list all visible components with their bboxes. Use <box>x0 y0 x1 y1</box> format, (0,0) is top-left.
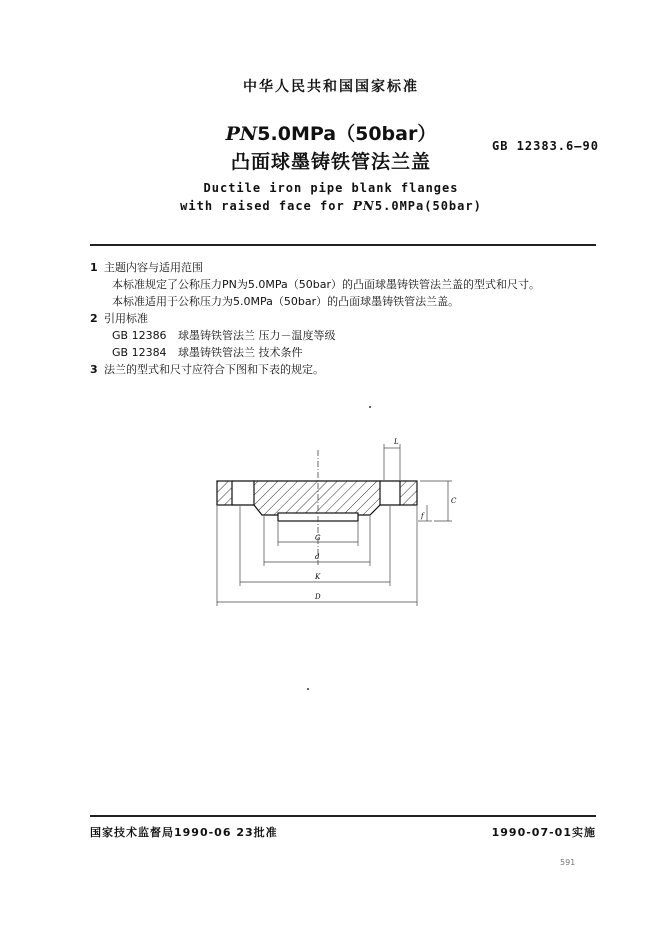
dim-D-label: D <box>315 593 321 601</box>
section-1-line-1: 本标准规定了公称压力PN为5.0MPa（50bar）的凸面球墨铸铁管法兰盖的型式和尺寸。 <box>112 278 540 291</box>
title-english-line-2 <box>0 199 662 213</box>
top-rule <box>90 244 596 246</box>
bottom-rule <box>90 815 596 817</box>
title-english-pn: PN <box>352 199 375 213</box>
reference-2-title: 球墨铸铁管法兰 技术条件 <box>178 346 303 359</box>
blank-flange-drawing <box>200 430 460 620</box>
flange-right-rim-section <box>400 481 417 505</box>
dim-f-label: f <box>421 512 424 520</box>
scan-speck <box>369 406 371 408</box>
section-3-number: 3 <box>90 363 98 376</box>
title-english-line-1: Ductile iron pipe blank flanges <box>203 181 459 195</box>
flange-left-rim-section <box>217 481 232 505</box>
reference-1-code: GB 12386 <box>112 329 167 342</box>
approval-date: 国家技术监督局1990-06 23批准 <box>90 826 278 839</box>
dim-G-label: G <box>315 534 321 542</box>
section-1-line-2: 本标准适用于公称压力为5.0MPa（50bar）的凸面球墨铸铁管法兰盖。 <box>112 295 460 308</box>
title-pressure: 5.0MPa（50bar） <box>257 123 437 145</box>
flange-body-section <box>254 481 380 515</box>
dim-d-label: d <box>315 553 320 561</box>
section-3-heading: 法兰的型式和尺寸应符合下图和下表的规定。 <box>104 363 324 376</box>
title-english-suffix: 5.0MPa(50bar) <box>374 199 482 213</box>
dim-K-label: K <box>315 573 321 581</box>
section-1-number: 1 <box>90 261 98 274</box>
reference-1-title: 球墨铸铁管法兰 压力－温度等级 <box>178 329 336 342</box>
section-2-heading: 引用标准 <box>104 312 148 325</box>
dim-C-label: C <box>451 497 457 505</box>
title-english-prefix: with raised face for <box>180 199 353 213</box>
issuing-authority-heading: 中华人民共和国国家标准 <box>243 79 419 95</box>
standard-number: GB 12383.6—90 <box>492 139 599 153</box>
scan-speck <box>307 688 309 690</box>
implementation-date: 1990-07-01实施 <box>491 826 596 839</box>
section-2-number: 2 <box>90 312 98 325</box>
page-number: 591 <box>560 858 576 867</box>
reference-2-code: GB 12384 <box>112 346 167 359</box>
section-1-heading: 主题内容与适用范围 <box>104 261 203 274</box>
title-pn-italic: PN <box>225 123 258 145</box>
dim-L-label: L <box>394 438 399 446</box>
title-line-2: 凸面球墨铸铁管法兰盖 <box>230 151 431 173</box>
